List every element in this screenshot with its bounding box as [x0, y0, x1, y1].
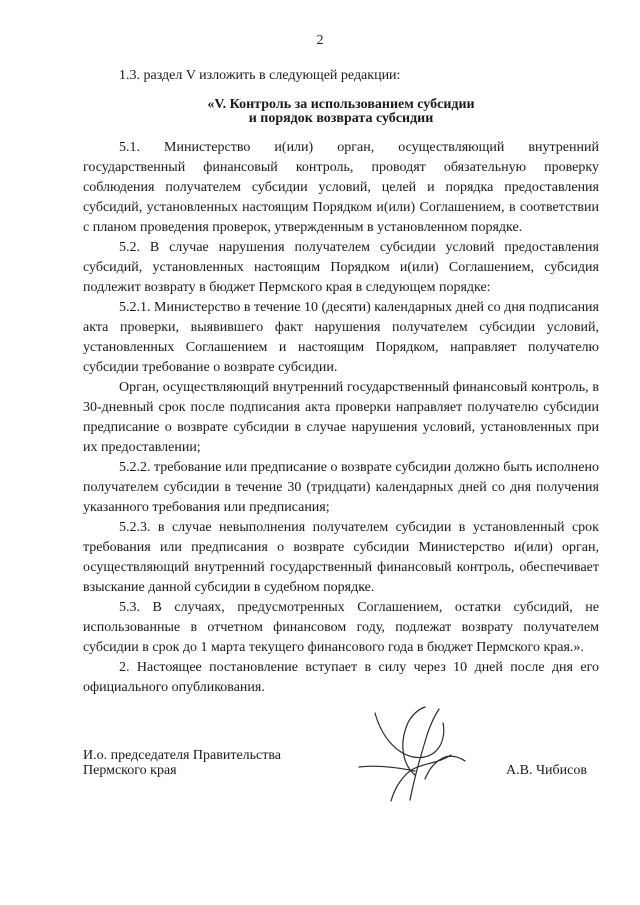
paragraph-5-2-2: 5.2.2. требование или предписание о возврате субсидии должно быть исполнено получателем субсидии в течение 30 (тридцати) календарных дней со дня получения указанного требования или предписания;: [83, 460, 599, 515]
paragraph-5-1: 5.1. Министерство и(или) орган, осуществляющий внутренний государственный финансовый контроль, проводят обязательную проверку соблюдения получателем субсидии условий, целей и порядка предоставления субсидий, установленных настоящим Порядком и(или) Соглашением, в соответствии с планом проведения проверок, утвержденным в установленном порядке.: [83, 140, 599, 235]
paragraph-5-3: 5.3. В случаях, предусмотренных Соглашением, остатки субсидий, не использованные в отчетном финансовом году, подлежат возврату получателем субсидии в срок до 1 марта текущего финансового года в бюджет Пермского края.».: [83, 600, 599, 655]
paragraph-5-2-1: 5.2.1. Министерство в течение 10 (десяти) календарных дней со дня подписания акта проверки, выявившего факт нарушения получателем субсидии условий, установленных Соглашением и настоящим Порядком, направляет получателю субсидии требование о возврате субсидии.: [83, 300, 599, 375]
intro-paragraph: 1.3. раздел V изложить в следующей редакции:: [119, 68, 401, 83]
signer-title-line2: Пермского края: [83, 763, 177, 778]
paragraph-effective-date: 2. Настоящее постановление вступает в силу через 10 дней после дня его официального опубликования.: [83, 660, 599, 695]
paragraph-5-2: 5.2. В случае нарушения получателем субсидии условий предоставления субсидий, установленных настоящим Порядком и(или) Соглашением, субсидия подлежит возврату в бюджет Пермского края в следующем порядке:: [83, 240, 599, 295]
paragraph-control-body: Орган, осуществляющий внутренний государственный финансовый контроль, в 30-дневный срок после подписания акта проверки направляет получателю субсидии предписание о возврате субсидии в случае нарушения условий, установленных при их предоставлении;: [83, 380, 599, 455]
section-heading-line2: и порядок возврата субсидии: [248, 111, 434, 126]
document-body: [83, 66, 599, 698]
signature-block: [83, 748, 599, 778]
page-number: 2: [316, 33, 324, 48]
section-heading: [83, 98, 599, 126]
signer-title-line1: И.о. председателя Правительства: [83, 748, 282, 763]
signer-name: А.В. Чибисов: [506, 763, 587, 778]
paragraph-5-2-3: 5.2.3. в случае невыполнения получателем субсидии в установленный срок требования или предписания о возврате субсидии Министерство и(или) орган, осуществляющий внутренний государственный финансовый контроль, обеспечивает взыскание данной субсидии в судебном порядке.: [83, 520, 599, 595]
section-heading-line1: «V. Контроль за использованием субсидии: [207, 97, 475, 112]
